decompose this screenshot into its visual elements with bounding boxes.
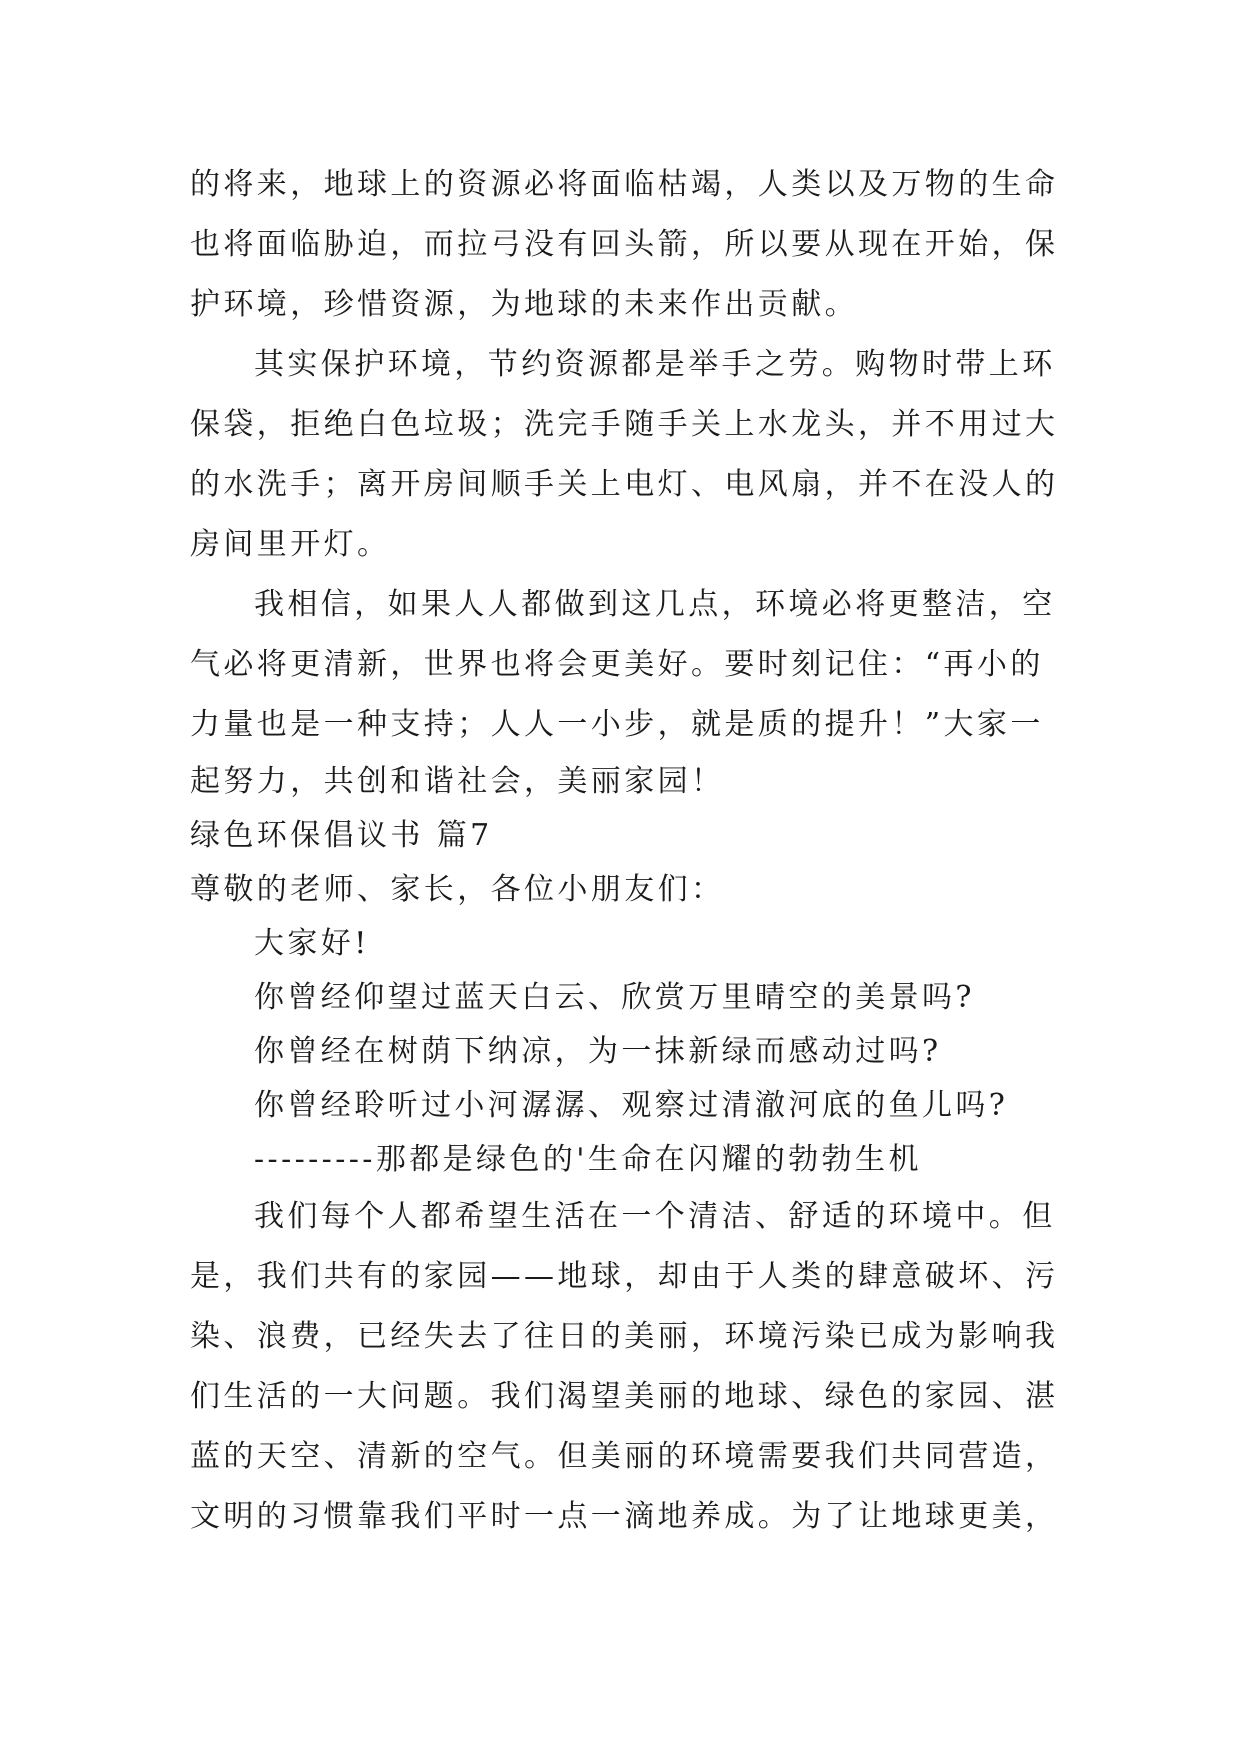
paragraph-line: 气必将更清新，世界也将会更美好。要时刻记住：“再小的: [190, 647, 1044, 682]
question-line: 你曾经仰望过蓝天白云、欣赏万里晴空的美景吗?: [254, 980, 975, 1015]
paragraph-line: 我们每个人都希望生活在一个清洁、舒适的环境中。但: [254, 1199, 1056, 1234]
paragraph-line: 染、浪费，已经失去了往日的美丽，环境污染已成为影响我: [190, 1319, 1059, 1354]
greeting-line: 大家好!: [254, 926, 370, 961]
paragraph-line: 蓝的天空、清新的空气。但美丽的环境需要我们共同营造，: [190, 1439, 1059, 1474]
question-line: 你曾经在树荫下纳凉，为一抹新绿而感动过吗?: [254, 1034, 942, 1069]
paragraph-line: 其实保护环境，节约资源都是举手之劳。购物时带上环: [254, 347, 1056, 382]
paragraph-line: 的将来，地球上的资源必将面临枯竭，人类以及万物的生命: [190, 167, 1059, 202]
question-line: 你曾经聆听过小河潺潺、观察过清澈河底的鱼儿吗?: [254, 1088, 1009, 1123]
paragraph-line: 也将面临胁迫，而拉弓没有回头箭，所以要从现在开始，保: [190, 227, 1059, 262]
paragraph-line: 文明的习惯靠我们平时一点一滴地养成。为了让地球更美，: [190, 1499, 1059, 1534]
paragraph-line: 护环境，珍惜资源，为地球的未来作出贡献。: [190, 287, 858, 322]
paragraph-line: 们生活的一大问题。我们渴望美丽的地球、绿色的家园、湛: [190, 1379, 1059, 1414]
paragraph-line: 是，我们共有的家园——地球，却由于人类的肆意破坏、污: [190, 1259, 1059, 1294]
document-body: [190, 155, 1060, 1547]
paragraph-line: 力量也是一种支持；人人一小步，就是质的提升！”大家一: [190, 707, 1044, 742]
paragraph-line: 房间里开灯。: [190, 527, 391, 562]
paragraph-line: 我相信，如果人人都做到这几点，环境必将更整洁，空: [254, 587, 1056, 622]
section-heading: 绿色环保倡议书 篇7: [190, 818, 493, 853]
dash-line: ---------那都是绿色的'生命在闪耀的勃勃生机: [254, 1142, 922, 1177]
salutation: 尊敬的老师、家长，各位小朋友们：: [190, 872, 725, 907]
paragraph-line: 保袋，拒绝白色垃圾；洗完手随手关上水龙头，并不用过大: [190, 407, 1059, 442]
paragraph-line: 的水洗手；离开房间顺手关上电灯、电风扇，并不在没人的: [190, 467, 1059, 502]
paragraph-line: 起努力，共创和谐社会，美丽家园！: [190, 764, 725, 799]
